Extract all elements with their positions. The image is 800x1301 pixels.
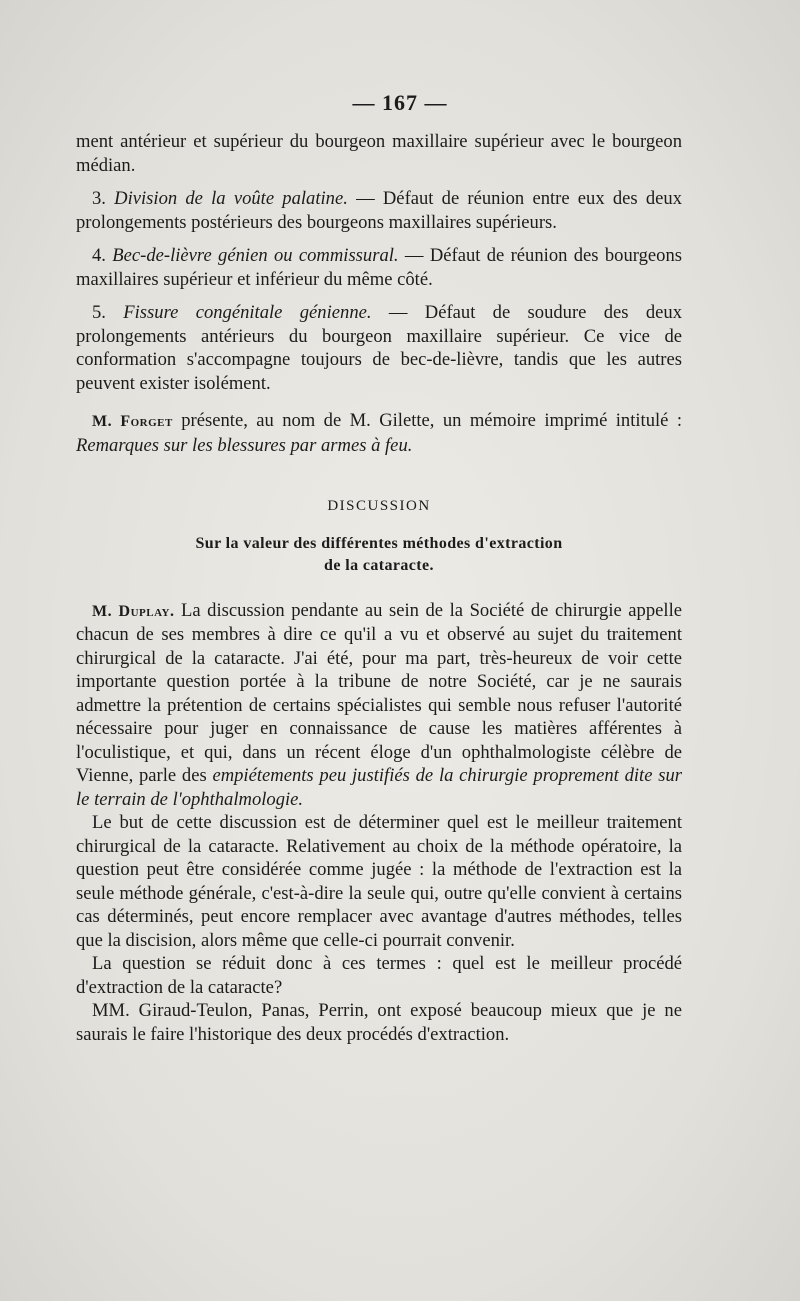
paragraph-question: La question se réduit donc à ces termes : quel est le meilleur procédé d'extraction de la cataracte? (76, 953, 682, 998)
item-number: 3. (92, 188, 106, 209)
page-body (76, 130, 682, 1046)
paragraph-mm: MM. Giraud-Teulon, Panas, Perrin, ont exposé beaucoup mieux que je ne saurais le faire l'historique des deux procédés d'extraction. (76, 1000, 682, 1045)
item-number: 5. (92, 302, 106, 323)
item-text: — Défaut de soudure des deux prolongements antérieurs du bourgeon maxillaire supérieur. Ce vice de conformation s'accompagne toujours de bec-de-lièvre, tandis que les autres peuvent exister isolément. (76, 302, 683, 394)
item-title: Bec-de-lièvre génien ou commissural. (112, 245, 399, 266)
page-number: — 167 — (352, 90, 448, 115)
item-title: Division de la voûte palatine. (114, 188, 348, 209)
paragraph-forget (76, 409, 682, 457)
paragraph-duplay (76, 599, 682, 812)
speaker-name: M. Forget (92, 413, 173, 430)
quoted-phrase: empiétements peu justifiés de la chirurgie proprement dite sur le terrain de l'ophthalmologie. (76, 765, 682, 810)
subheading-line-1: Sur la valeur des différentes méthodes d'extraction (195, 534, 563, 552)
item-number: 4. (92, 245, 106, 266)
memoir-title: Remarques sur les blessures par armes à feu. (76, 434, 413, 456)
list-item-3 (76, 187, 682, 234)
paragraph-but: Le but de cette discussion est de déterminer quel est le meilleur traitement chirurgical de la cataracte. Relativement au choix de la méthode opératoire, la question peut être considérée comme jugée : la méthode de l'extraction est la seule méthode générale, c'est-à-dire la seule qui, outre qu'elle convient à certains cas déterminés, peut encore remplacer avec avantage d'autres méthodes, telles que la discision, alors même que celle-ci pourrait convenir. (76, 812, 682, 951)
paragraph-continuation: ment antérieur et supérieur du bourgeon maxillaire supérieur avec le bourgeon médian. (76, 131, 682, 176)
list-item-5 (76, 301, 682, 395)
section-subheading (76, 533, 682, 577)
paragraph-text: présente, au nom de M. Gilette, un mémoire imprimé intitulé : (172, 410, 682, 431)
list-item-4 (76, 244, 682, 291)
speaker-name: M. Duplay. (92, 602, 175, 620)
item-text: — Défaut de réunion entre eux des deux prolongements postérieurs des bourgeons maxillaires supérieurs. (76, 188, 682, 233)
subheading-line-2: de la cataracte. (324, 556, 434, 574)
item-title: Fissure congénitale génienne. (123, 302, 372, 323)
section-heading: DISCUSSION (327, 498, 431, 514)
item-text: — Défaut de réunion des bourgeons maxillaires supérieur et inférieur du même côté. (76, 245, 682, 290)
paragraph-text: La discussion pendante au sein de la Société de chirurgie appelle chacun de ses membres à dire ce qu'il a vu et observé au sujet du traitement chirurgical de la cataracte. J'ai été, pour ma part, très-heureux de voir cette importante question portée à la tribune de notre Société, car je ne saurais admettre la prétention de certains spécialistes qui semble nous refuser l'autorité nécessaire pour juger en connaissance de cause les matières afférentes à l'oculistique, et qui, dans un récent éloge d'un ophthalmologiste célèbre de Vienne, parle des (76, 599, 682, 786)
